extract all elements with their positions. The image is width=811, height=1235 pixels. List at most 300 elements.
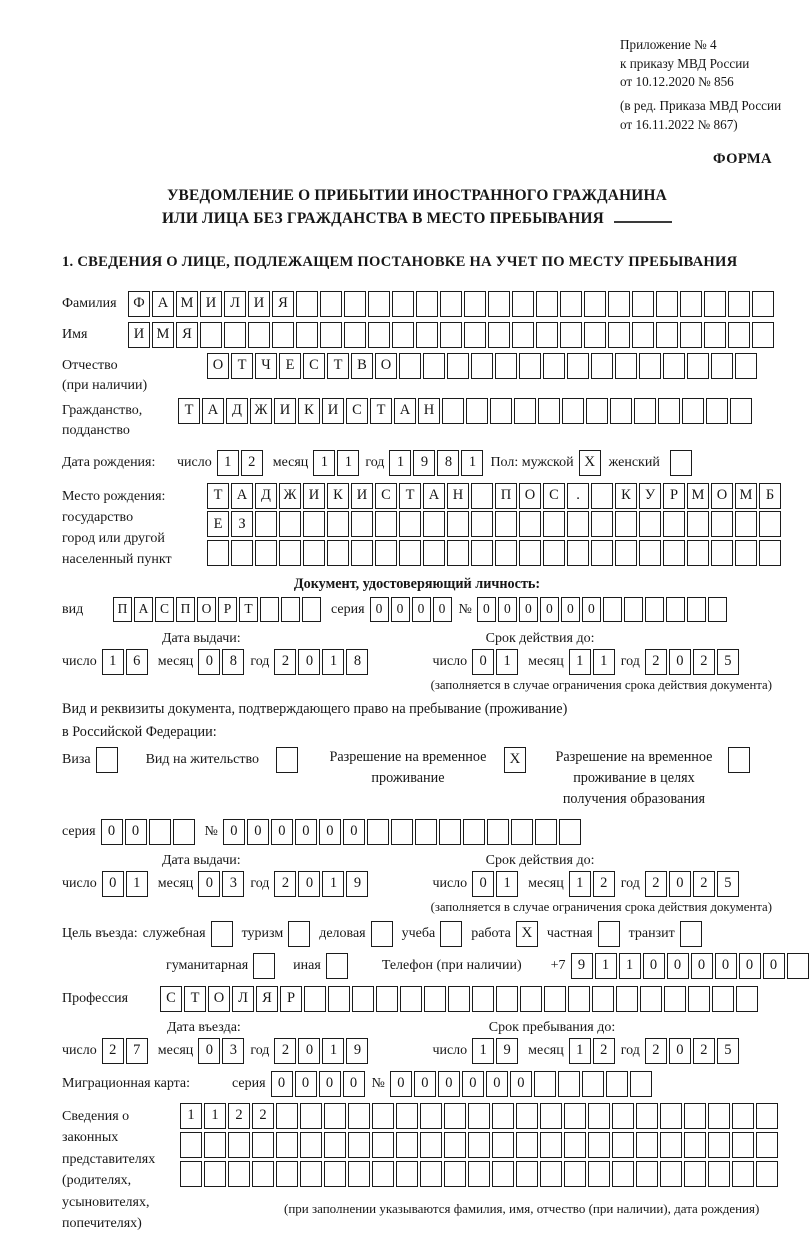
- char-cell[interactable]: [344, 322, 366, 348]
- char-cell[interactable]: [558, 1071, 580, 1097]
- char-cell[interactable]: [488, 291, 510, 317]
- char-cell[interactable]: [252, 1161, 274, 1187]
- char-cell[interactable]: [645, 597, 664, 622]
- char-cell[interactable]: С: [155, 597, 174, 622]
- char-cell[interactable]: [516, 1103, 538, 1129]
- purpose-humanitarian-checkbox[interactable]: [253, 953, 275, 979]
- char-cell[interactable]: 1: [322, 1038, 344, 1064]
- char-cell[interactable]: Р: [663, 483, 685, 509]
- char-cell[interactable]: 2: [593, 871, 615, 897]
- char-cell[interactable]: 1: [461, 450, 483, 476]
- char-cell[interactable]: [711, 540, 733, 566]
- char-cell[interactable]: 0: [271, 1071, 293, 1097]
- char-cell[interactable]: [200, 322, 222, 348]
- char-cell[interactable]: [636, 1132, 658, 1158]
- char-cell[interactable]: [372, 1161, 394, 1187]
- char-cell[interactable]: 6: [126, 649, 148, 675]
- char-cell[interactable]: [272, 322, 294, 348]
- char-cell[interactable]: [567, 511, 589, 537]
- char-cell[interactable]: [634, 398, 656, 424]
- char-cell[interactable]: 2: [102, 1038, 124, 1064]
- char-cell[interactable]: А: [231, 483, 253, 509]
- char-cell[interactable]: [372, 1103, 394, 1129]
- char-cell[interactable]: 0: [498, 597, 517, 622]
- char-cell[interactable]: Н: [418, 398, 440, 424]
- char-cell[interactable]: И: [274, 398, 296, 424]
- char-cell[interactable]: У: [639, 483, 661, 509]
- char-cell[interactable]: [684, 1132, 706, 1158]
- char-cell[interactable]: [560, 322, 582, 348]
- char-cell[interactable]: [632, 322, 654, 348]
- temp-residence-checkbox[interactable]: X: [504, 747, 526, 773]
- char-cell[interactable]: [468, 1161, 490, 1187]
- char-cell[interactable]: [687, 353, 709, 379]
- char-cell[interactable]: [519, 511, 541, 537]
- char-cell[interactable]: О: [375, 353, 397, 379]
- char-cell[interactable]: [368, 291, 390, 317]
- char-cell[interactable]: [423, 353, 445, 379]
- char-cell[interactable]: [787, 953, 809, 979]
- char-cell[interactable]: 0: [391, 597, 410, 622]
- char-cell[interactable]: Л: [232, 986, 254, 1012]
- char-cell[interactable]: [512, 322, 534, 348]
- char-cell[interactable]: [519, 353, 541, 379]
- char-cell[interactable]: [756, 1103, 778, 1129]
- char-cell[interactable]: [276, 1132, 298, 1158]
- char-cell[interactable]: [224, 322, 246, 348]
- char-cell[interactable]: Я: [176, 322, 198, 348]
- char-cell[interactable]: И: [322, 398, 344, 424]
- char-cell[interactable]: [420, 1132, 442, 1158]
- char-cell[interactable]: 1: [322, 649, 344, 675]
- char-cell[interactable]: Ж: [250, 398, 272, 424]
- purpose-tourism-checkbox[interactable]: [288, 921, 310, 947]
- char-cell[interactable]: [495, 353, 517, 379]
- char-cell[interactable]: О: [208, 986, 230, 1012]
- char-cell[interactable]: 0: [370, 597, 389, 622]
- char-cell[interactable]: 9: [496, 1038, 518, 1064]
- char-cell[interactable]: [149, 819, 171, 845]
- char-cell[interactable]: [512, 291, 534, 317]
- char-cell[interactable]: 1: [337, 450, 359, 476]
- char-cell[interactable]: [630, 1071, 652, 1097]
- char-cell[interactable]: [324, 1161, 346, 1187]
- char-cell[interactable]: [540, 1103, 562, 1129]
- char-cell[interactable]: [752, 322, 774, 348]
- char-cell[interactable]: Т: [399, 483, 421, 509]
- char-cell[interactable]: [392, 291, 414, 317]
- edu-residence-checkbox[interactable]: [728, 747, 750, 773]
- char-cell[interactable]: [423, 540, 445, 566]
- char-cell[interactable]: [544, 986, 566, 1012]
- char-cell[interactable]: Б: [759, 483, 781, 509]
- char-cell[interactable]: 0: [198, 649, 220, 675]
- char-cell[interactable]: 1: [322, 871, 344, 897]
- char-cell[interactable]: [664, 986, 686, 1012]
- char-cell[interactable]: [276, 1161, 298, 1187]
- char-cell[interactable]: [615, 511, 637, 537]
- char-cell[interactable]: [375, 511, 397, 537]
- char-cell[interactable]: [248, 322, 270, 348]
- char-cell[interactable]: 5: [717, 1038, 739, 1064]
- char-cell[interactable]: [344, 291, 366, 317]
- char-cell[interactable]: 0: [295, 1071, 317, 1097]
- char-cell[interactable]: И: [248, 291, 270, 317]
- purpose-other-checkbox[interactable]: [326, 953, 348, 979]
- char-cell[interactable]: [327, 511, 349, 537]
- char-cell[interactable]: С: [543, 483, 565, 509]
- char-cell[interactable]: [399, 540, 421, 566]
- char-cell[interactable]: 1: [389, 450, 411, 476]
- char-cell[interactable]: [732, 1161, 754, 1187]
- char-cell[interactable]: 2: [252, 1103, 274, 1129]
- char-cell[interactable]: [487, 819, 509, 845]
- char-cell[interactable]: [735, 353, 757, 379]
- char-cell[interactable]: [391, 819, 413, 845]
- char-cell[interactable]: [608, 322, 630, 348]
- char-cell[interactable]: [423, 511, 445, 537]
- char-cell[interactable]: 0: [486, 1071, 508, 1097]
- char-cell[interactable]: [511, 819, 533, 845]
- char-cell[interactable]: [584, 291, 606, 317]
- char-cell[interactable]: [735, 540, 757, 566]
- char-cell[interactable]: 0: [669, 1038, 691, 1064]
- char-cell[interactable]: [732, 1132, 754, 1158]
- char-cell[interactable]: 0: [295, 819, 317, 845]
- char-cell[interactable]: [447, 353, 469, 379]
- char-cell[interactable]: 0: [763, 953, 785, 979]
- char-cell[interactable]: [416, 322, 438, 348]
- char-cell[interactable]: [396, 1161, 418, 1187]
- char-cell[interactable]: 0: [477, 597, 496, 622]
- char-cell[interactable]: [612, 1132, 634, 1158]
- char-cell[interactable]: [375, 540, 397, 566]
- char-cell[interactable]: [281, 597, 300, 622]
- char-cell[interactable]: И: [303, 483, 325, 509]
- char-cell[interactable]: [708, 597, 727, 622]
- char-cell[interactable]: Е: [207, 511, 229, 537]
- char-cell[interactable]: Т: [207, 483, 229, 509]
- char-cell[interactable]: [535, 819, 557, 845]
- char-cell[interactable]: [684, 1161, 706, 1187]
- char-cell[interactable]: 0: [223, 819, 245, 845]
- char-cell[interactable]: [471, 353, 493, 379]
- char-cell[interactable]: О: [207, 353, 229, 379]
- char-cell[interactable]: [687, 511, 709, 537]
- char-cell[interactable]: [519, 540, 541, 566]
- char-cell[interactable]: [712, 986, 734, 1012]
- char-cell[interactable]: [688, 986, 710, 1012]
- char-cell[interactable]: 2: [645, 1038, 667, 1064]
- char-cell[interactable]: [663, 353, 685, 379]
- char-cell[interactable]: [586, 398, 608, 424]
- char-cell[interactable]: [463, 819, 485, 845]
- char-cell[interactable]: 7: [126, 1038, 148, 1064]
- char-cell[interactable]: 0: [343, 819, 365, 845]
- char-cell[interactable]: [656, 291, 678, 317]
- char-cell[interactable]: [591, 511, 613, 537]
- char-cell[interactable]: 0: [643, 953, 665, 979]
- char-cell[interactable]: [592, 986, 614, 1012]
- char-cell[interactable]: [260, 597, 279, 622]
- char-cell[interactable]: П: [495, 483, 517, 509]
- char-cell[interactable]: [730, 398, 752, 424]
- char-cell[interactable]: [736, 986, 758, 1012]
- char-cell[interactable]: Д: [255, 483, 277, 509]
- char-cell[interactable]: [300, 1161, 322, 1187]
- char-cell[interactable]: 2: [241, 450, 263, 476]
- purpose-transit-checkbox[interactable]: [680, 921, 702, 947]
- char-cell[interactable]: К: [615, 483, 637, 509]
- char-cell[interactable]: [448, 986, 470, 1012]
- char-cell[interactable]: 0: [510, 1071, 532, 1097]
- char-cell[interactable]: Т: [239, 597, 258, 622]
- char-cell[interactable]: 0: [298, 649, 320, 675]
- char-cell[interactable]: [348, 1103, 370, 1129]
- char-cell[interactable]: [444, 1132, 466, 1158]
- char-cell[interactable]: [180, 1132, 202, 1158]
- char-cell[interactable]: А: [134, 597, 153, 622]
- char-cell[interactable]: [492, 1103, 514, 1129]
- char-cell[interactable]: [442, 398, 464, 424]
- char-cell[interactable]: [704, 291, 726, 317]
- char-cell[interactable]: Я: [256, 986, 278, 1012]
- char-cell[interactable]: С: [303, 353, 325, 379]
- char-cell[interactable]: [706, 398, 728, 424]
- char-cell[interactable]: 9: [571, 953, 593, 979]
- char-cell[interactable]: [228, 1132, 250, 1158]
- char-cell[interactable]: 0: [125, 819, 147, 845]
- char-cell[interactable]: [608, 291, 630, 317]
- char-cell[interactable]: [711, 511, 733, 537]
- char-cell[interactable]: [663, 540, 685, 566]
- char-cell[interactable]: [173, 819, 195, 845]
- char-cell[interactable]: [616, 986, 638, 1012]
- char-cell[interactable]: [591, 540, 613, 566]
- char-cell[interactable]: [759, 511, 781, 537]
- char-cell[interactable]: [376, 986, 398, 1012]
- char-cell[interactable]: [603, 597, 622, 622]
- char-cell[interactable]: [276, 1103, 298, 1129]
- char-cell[interactable]: [416, 291, 438, 317]
- char-cell[interactable]: [708, 1132, 730, 1158]
- char-cell[interactable]: [320, 322, 342, 348]
- char-cell[interactable]: Н: [447, 483, 469, 509]
- char-cell[interactable]: [660, 1132, 682, 1158]
- char-cell[interactable]: 0: [319, 1071, 341, 1097]
- char-cell[interactable]: [588, 1103, 610, 1129]
- char-cell[interactable]: [540, 1161, 562, 1187]
- char-cell[interactable]: [392, 322, 414, 348]
- char-cell[interactable]: 9: [346, 1038, 368, 1064]
- char-cell[interactable]: [303, 511, 325, 537]
- char-cell[interactable]: [324, 1132, 346, 1158]
- char-cell[interactable]: [466, 398, 488, 424]
- char-cell[interactable]: 0: [271, 819, 293, 845]
- char-cell[interactable]: [680, 291, 702, 317]
- char-cell[interactable]: 0: [669, 649, 691, 675]
- char-cell[interactable]: 1: [569, 1038, 591, 1064]
- char-cell[interactable]: О: [711, 483, 733, 509]
- visa-checkbox[interactable]: [96, 747, 118, 773]
- char-cell[interactable]: [492, 1161, 514, 1187]
- char-cell[interactable]: [372, 1132, 394, 1158]
- char-cell[interactable]: Р: [218, 597, 237, 622]
- char-cell[interactable]: [328, 986, 350, 1012]
- char-cell[interactable]: 0: [433, 597, 452, 622]
- char-cell[interactable]: 0: [414, 1071, 436, 1097]
- char-cell[interactable]: 2: [645, 649, 667, 675]
- char-cell[interactable]: [564, 1132, 586, 1158]
- char-cell[interactable]: [352, 986, 374, 1012]
- char-cell[interactable]: [610, 398, 632, 424]
- char-cell[interactable]: [520, 986, 542, 1012]
- char-cell[interactable]: [538, 398, 560, 424]
- char-cell[interactable]: 2: [693, 1038, 715, 1064]
- char-cell[interactable]: [424, 986, 446, 1012]
- char-cell[interactable]: 1: [102, 649, 124, 675]
- char-cell[interactable]: М: [735, 483, 757, 509]
- char-cell[interactable]: [560, 291, 582, 317]
- char-cell[interactable]: 0: [390, 1071, 412, 1097]
- char-cell[interactable]: [564, 1161, 586, 1187]
- char-cell[interactable]: [568, 986, 590, 1012]
- purpose-business-checkbox[interactable]: [371, 921, 393, 947]
- char-cell[interactable]: [396, 1103, 418, 1129]
- char-cell[interactable]: [399, 511, 421, 537]
- char-cell[interactable]: [543, 353, 565, 379]
- char-cell[interactable]: [514, 398, 536, 424]
- char-cell[interactable]: Т: [184, 986, 206, 1012]
- char-cell[interactable]: 0: [198, 871, 220, 897]
- title-blank-underline[interactable]: [614, 208, 672, 223]
- char-cell[interactable]: [682, 398, 704, 424]
- char-cell[interactable]: 1: [204, 1103, 226, 1129]
- char-cell[interactable]: 2: [274, 649, 296, 675]
- char-cell[interactable]: 0: [343, 1071, 365, 1097]
- char-cell[interactable]: 0: [102, 871, 124, 897]
- char-cell[interactable]: [708, 1103, 730, 1129]
- char-cell[interactable]: К: [327, 483, 349, 509]
- purpose-official-checkbox[interactable]: [211, 921, 233, 947]
- char-cell[interactable]: 1: [180, 1103, 202, 1129]
- char-cell[interactable]: [324, 1103, 346, 1129]
- char-cell[interactable]: [612, 1103, 634, 1129]
- char-cell[interactable]: [495, 540, 517, 566]
- char-cell[interactable]: [687, 597, 706, 622]
- char-cell[interactable]: 0: [298, 1038, 320, 1064]
- char-cell[interactable]: [680, 322, 702, 348]
- char-cell[interactable]: А: [423, 483, 445, 509]
- char-cell[interactable]: К: [298, 398, 320, 424]
- char-cell[interactable]: [759, 540, 781, 566]
- char-cell[interactable]: [472, 986, 494, 1012]
- char-cell[interactable]: 0: [667, 953, 689, 979]
- char-cell[interactable]: [300, 1103, 322, 1129]
- char-cell[interactable]: [660, 1103, 682, 1129]
- char-cell[interactable]: [228, 1161, 250, 1187]
- char-cell[interactable]: [439, 819, 461, 845]
- char-cell[interactable]: П: [113, 597, 132, 622]
- char-cell[interactable]: [471, 511, 493, 537]
- char-cell[interactable]: 0: [247, 819, 269, 845]
- char-cell[interactable]: [420, 1161, 442, 1187]
- char-cell[interactable]: [684, 1103, 706, 1129]
- char-cell[interactable]: 3: [222, 1038, 244, 1064]
- char-cell[interactable]: [367, 819, 389, 845]
- char-cell[interactable]: [496, 986, 518, 1012]
- char-cell[interactable]: 1: [569, 871, 591, 897]
- char-cell[interactable]: [396, 1132, 418, 1158]
- char-cell[interactable]: 2: [645, 871, 667, 897]
- char-cell[interactable]: Т: [231, 353, 253, 379]
- char-cell[interactable]: [368, 322, 390, 348]
- char-cell[interactable]: 0: [715, 953, 737, 979]
- char-cell[interactable]: О: [519, 483, 541, 509]
- char-cell[interactable]: [567, 540, 589, 566]
- char-cell[interactable]: Т: [327, 353, 349, 379]
- char-cell[interactable]: [567, 353, 589, 379]
- char-cell[interactable]: [708, 1161, 730, 1187]
- char-cell[interactable]: С: [160, 986, 182, 1012]
- char-cell[interactable]: Р: [280, 986, 302, 1012]
- char-cell[interactable]: 5: [717, 649, 739, 675]
- char-cell[interactable]: [584, 322, 606, 348]
- char-cell[interactable]: 0: [462, 1071, 484, 1097]
- char-cell[interactable]: [207, 540, 229, 566]
- char-cell[interactable]: 0: [691, 953, 713, 979]
- char-cell[interactable]: [492, 1132, 514, 1158]
- char-cell[interactable]: [624, 597, 643, 622]
- char-cell[interactable]: 1: [313, 450, 335, 476]
- char-cell[interactable]: Т: [178, 398, 200, 424]
- char-cell[interactable]: [559, 819, 581, 845]
- char-cell[interactable]: [444, 1161, 466, 1187]
- char-cell[interactable]: И: [351, 483, 373, 509]
- char-cell[interactable]: [464, 322, 486, 348]
- char-cell[interactable]: [440, 322, 462, 348]
- char-cell[interactable]: [564, 1103, 586, 1129]
- char-cell[interactable]: 2: [274, 1038, 296, 1064]
- char-cell[interactable]: 2: [593, 1038, 615, 1064]
- char-cell[interactable]: 3: [222, 871, 244, 897]
- char-cell[interactable]: [615, 353, 637, 379]
- char-cell[interactable]: [304, 986, 326, 1012]
- sex-female-checkbox[interactable]: [670, 450, 692, 476]
- char-cell[interactable]: Ч: [255, 353, 277, 379]
- char-cell[interactable]: 0: [412, 597, 431, 622]
- purpose-private-checkbox[interactable]: [598, 921, 620, 947]
- char-cell[interactable]: 2: [274, 871, 296, 897]
- char-cell[interactable]: [591, 353, 613, 379]
- char-cell[interactable]: [756, 1132, 778, 1158]
- char-cell[interactable]: [444, 1103, 466, 1129]
- char-cell[interactable]: [468, 1103, 490, 1129]
- char-cell[interactable]: [704, 322, 726, 348]
- char-cell[interactable]: [231, 540, 253, 566]
- char-cell[interactable]: 2: [693, 871, 715, 897]
- char-cell[interactable]: П: [176, 597, 195, 622]
- char-cell[interactable]: 1: [217, 450, 239, 476]
- char-cell[interactable]: А: [202, 398, 224, 424]
- char-cell[interactable]: [752, 291, 774, 317]
- char-cell[interactable]: [534, 1071, 556, 1097]
- char-cell[interactable]: [606, 1071, 628, 1097]
- char-cell[interactable]: [303, 540, 325, 566]
- char-cell[interactable]: 8: [222, 649, 244, 675]
- char-cell[interactable]: [636, 1161, 658, 1187]
- char-cell[interactable]: М: [152, 322, 174, 348]
